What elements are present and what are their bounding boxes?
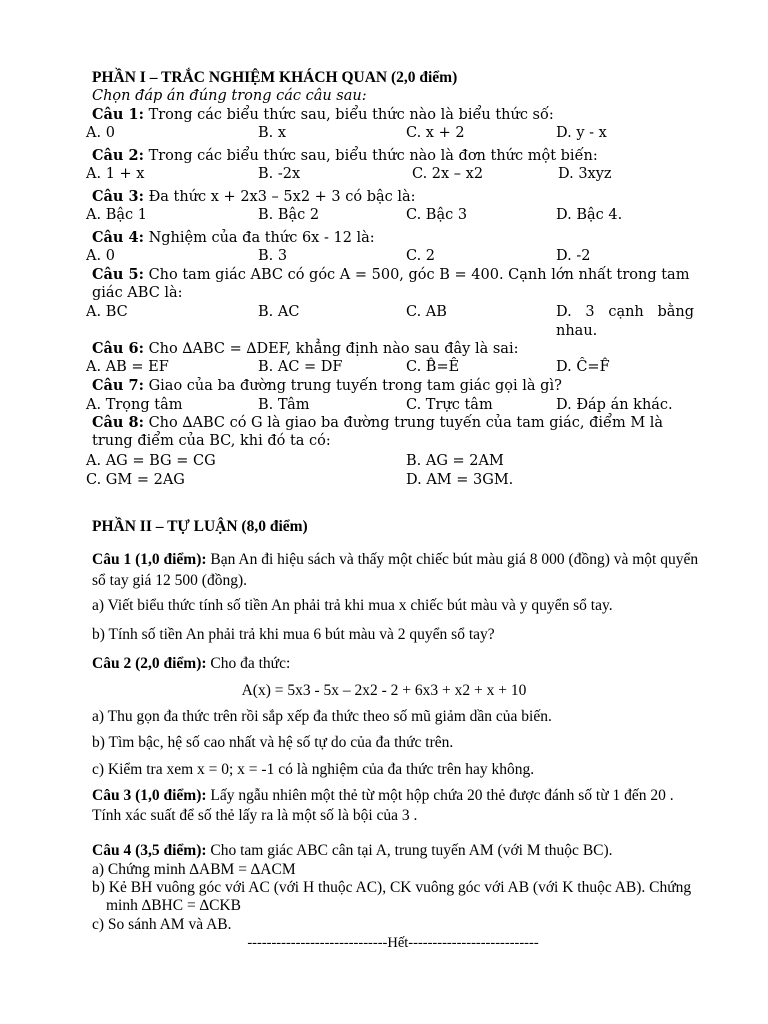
essay-question-4 bbox=[92, 842, 613, 860]
question-text: Cho tam giác ABC có góc A = 500, góc B = 400. Cạnh lớn nhất trong tam giác ABC là: bbox=[92, 267, 690, 301]
question-text: Lấy ngẫu nhiên một thẻ từ một hộp chứa 20 thẻ được đánh số từ 1 đến 20 . Tính xác suất để số thẻ lấy ra là một số là bội của 3 . bbox=[92, 787, 674, 824]
question-6 bbox=[92, 340, 518, 358]
question-label: Câu 5: bbox=[92, 266, 144, 283]
option-a: A. 1 + x bbox=[86, 166, 145, 182]
question-4 bbox=[92, 229, 375, 247]
option-a: A. 0 bbox=[86, 125, 115, 141]
question-text: Cho ∆ABC = ∆DEF, khẳng định nào sau đây là sai: bbox=[143, 341, 519, 357]
option-a: A. Bậc 1 bbox=[86, 207, 147, 223]
option-c: C. AB bbox=[406, 304, 447, 320]
option-d: D. Đáp án khác. bbox=[556, 397, 673, 413]
question-2 bbox=[92, 147, 598, 165]
option-d: D. -2 bbox=[556, 248, 591, 264]
option-b: B. -2x bbox=[258, 166, 301, 182]
question-label: Câu 6: bbox=[92, 340, 144, 357]
option-d: D. 3 cạnh bằng nhau. bbox=[556, 304, 694, 339]
essay-question-1 bbox=[92, 549, 702, 591]
option-a: A. AG = BG = CG bbox=[86, 453, 216, 469]
option-a: A. 0 bbox=[86, 248, 115, 264]
option-d: D. AM = 3GM. bbox=[406, 472, 514, 488]
question-label: Câu 3: bbox=[92, 188, 144, 205]
question-label: Câu 2 (2,0 điểm): bbox=[92, 655, 207, 672]
essay-q2-part-b: b) Tìm bậc, hệ số cao nhất và hệ số tự do của đa thức trên. bbox=[92, 734, 454, 751]
option-d: D. 3xyz bbox=[558, 166, 612, 182]
polynomial-formula: A(x) = 5x3 - 5x – 2x2 - 2 + 6x3 + x2 + x + 10 bbox=[241, 682, 527, 699]
option-a: A. AB = EF bbox=[86, 359, 169, 375]
option-c: C. Bậc 3 bbox=[406, 207, 468, 223]
question-label: Câu 2: bbox=[92, 147, 144, 164]
option-c: C. 2 bbox=[406, 248, 436, 264]
option-c: C. GM = 2AG bbox=[86, 472, 185, 488]
question-text: Đa thức x + 2x3 – 5x2 + 3 có bậc là: bbox=[143, 189, 416, 205]
end-marker: -----------------------------Hết--------------------------- bbox=[247, 935, 539, 951]
question-text: Cho tam giác ABC cân tại A, trung tuyến AM (với M thuộc BC). bbox=[206, 842, 613, 859]
essay-q4-part-b: b) Kẻ BH vuông góc với AC (với H thuộc AC), CK vuông góc với AB (với K thuộc AB). Chứng minh ∆BHC = ∆CKB bbox=[92, 879, 692, 914]
question-text: Trong các biểu thức sau, biểu thức nào là biểu thức số: bbox=[143, 107, 554, 123]
option-a: A. BC bbox=[86, 304, 128, 320]
essay-q2-part-c: c) Kiểm tra xem x = 0; x = -1 có là nghiệm của đa thức trên hay không. bbox=[92, 761, 535, 778]
option-c: C. B̂=Ê bbox=[406, 359, 460, 375]
essay-q1-part-a: a) Viết biểu thức tính số tiền An phải trả khi mua x chiếc bút màu và y quyển sổ tay. bbox=[92, 597, 613, 614]
essay-q4-part-a: a) Chứng minh ∆ABM = ∆ACM bbox=[92, 861, 296, 878]
question-5 bbox=[92, 266, 694, 302]
option-d: D. Bậc 4. bbox=[556, 207, 623, 223]
question-text: Cho đa thức: bbox=[206, 655, 291, 672]
essay-question-3 bbox=[92, 786, 704, 826]
option-b: B. AG = 2AM bbox=[406, 453, 504, 469]
option-c: C. Trực tâm bbox=[406, 397, 493, 413]
question-label: Câu 1 (1,0 điểm): bbox=[92, 551, 207, 568]
essay-q1-part-b: b) Tính số tiền An phải trả khi mua 6 bút màu và 2 quyển sổ tay? bbox=[92, 626, 495, 643]
option-b: B. x bbox=[258, 125, 287, 141]
question-text: Bạn An đi hiệu sách và thấy một chiếc bút màu giá 8 000 (đồng) và một quyển sổ tay giá 12 500 (đồng). bbox=[92, 551, 699, 589]
option-b: B. Bậc 2 bbox=[258, 207, 320, 223]
question-text: Trong các biểu thức sau, biểu thức nào là đơn thức một biến: bbox=[143, 148, 598, 164]
option-a: A. Trọng tâm bbox=[86, 397, 183, 413]
question-label: Câu 4 (3,5 điểm): bbox=[92, 842, 207, 859]
question-text: Cho ∆ABC có G là giao ba đường trung tuyến của tam giác, điểm M là trung điểm của BC, khi đó ta có: bbox=[92, 415, 664, 449]
question-7 bbox=[92, 377, 562, 395]
question-text: Nghiệm của đa thức 6x - 12 là: bbox=[143, 230, 375, 246]
question-label: Câu 8: bbox=[92, 414, 144, 431]
option-c: C. x + 2 bbox=[406, 125, 465, 141]
question-3 bbox=[92, 188, 416, 206]
option-b: B. AC = DF bbox=[258, 359, 343, 375]
essay-q2-part-a: a) Thu gọn đa thức trên rồi sắp xếp đa thức theo số mũ giảm dần của biến. bbox=[92, 708, 552, 725]
question-label: Câu 1: bbox=[92, 106, 144, 123]
question-1 bbox=[92, 106, 554, 124]
option-b: B. Tâm bbox=[258, 397, 310, 413]
question-label: Câu 4: bbox=[92, 229, 144, 246]
option-b: B. 3 bbox=[258, 248, 288, 264]
essay-question-2 bbox=[92, 655, 290, 673]
question-text: Giao của ba đường trung tuyến trong tam giác gọi là gì? bbox=[143, 378, 562, 394]
question-label: Câu 3 (1,0 điểm): bbox=[92, 787, 207, 804]
option-d: D. y - x bbox=[556, 125, 607, 141]
option-b: B. AC bbox=[258, 304, 300, 320]
option-c: C. 2x – x2 bbox=[412, 166, 484, 182]
option-d: D. Ĉ=F̂ bbox=[556, 359, 610, 375]
question-label: Câu 7: bbox=[92, 377, 144, 394]
part2-heading: PHẦN II – TỰ LUẬN (8,0 điểm) bbox=[92, 518, 308, 535]
essay-q4-part-c: c) So sánh AM và AB. bbox=[92, 916, 232, 933]
part1-heading: PHẦN I – TRẮC NGHIỆM KHÁCH QUAN (2,0 điểm) bbox=[92, 69, 458, 86]
part1-instruction: Chọn đáp án đúng trong các câu sau: bbox=[92, 88, 367, 104]
question-8 bbox=[92, 414, 692, 450]
